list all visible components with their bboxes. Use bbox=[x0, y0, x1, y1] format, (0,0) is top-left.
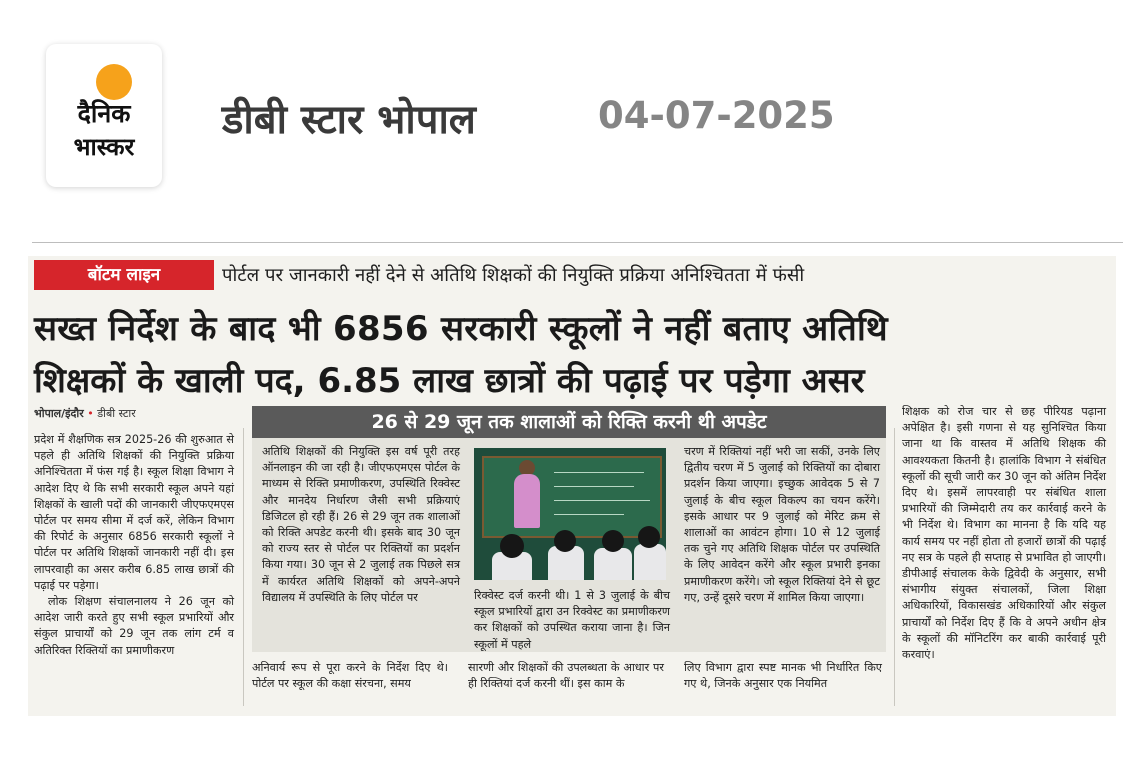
column-divider bbox=[243, 428, 244, 706]
blackboard bbox=[482, 456, 662, 538]
column-1-paragraph-1: प्रदेश में शैक्षणिक सत्र 2025-26 की शुरुआत से पहले ही अतिथि शिक्षकों की नियुक्ति प्रक्रिया अनिश्चितता में फंस गई है। स्कूल शिक्षा विभाग ने आदेश दिए थे कि सभी सरकारी स्कूल अपने यहां शिक्षकों के खाली पदों की जानकारी जीएफएमएस पोर्टल पर समय सीमा में दर्ज करें, लेकिन विभाग की रिपोर्ट के अनुसार 6856 सरकारी स्कूलों ने पोर्टल पर अतिथि शिक्षकों जानकारी नहीं दी। इस लापरवाही का असर करीब 6.85 लाख छात्रों की पढ़ाई पर पड़ेगा। bbox=[34, 433, 234, 592]
dainik-bhaskar-logo bbox=[46, 44, 162, 187]
edition-title: डीबी स्टार भोपाल bbox=[222, 97, 476, 143]
byline-source: डीबी स्टार bbox=[97, 407, 136, 420]
info-box-column-1: अतिथि शिक्षकों की नियुक्ति इस वर्ष पूरी तरह ऑनलाइन की जा रही है। जीएफएमएस पोर्टल के माध्यम से रिक्ति प्रमाणीकरण, उपस्थिति रिक्वेस्ट और मानदेय निर्धारण जैसी सभी प्रक्रियाएं डिजिटल हो रही हैं। 26 से 29 जून तक शालाओं को रिक्ति अपडेट करनी थी। इसके बाद 30 जून को राज्य स्तर से पोर्टल पर रिक्तियों का प्रदर्शन किया गया। 30 जून से 2 जुलाई तक पिछले सत्र में कार्यरत अतिथि शिक्षकों को अपने-अपने विद्यालय में उपस्थिति के लिए पोर्टल पर bbox=[262, 445, 460, 604]
logo-line-2: भास्कर bbox=[73, 133, 135, 161]
logo-line-1: दैनिक bbox=[77, 99, 131, 128]
byline bbox=[34, 406, 136, 421]
column-4-continued: लिए विभाग द्वारा स्पष्ट मानक भी निर्धारित किए गए थे, जिनके अनुसार एक नियमित bbox=[684, 661, 882, 691]
column-1 bbox=[34, 432, 234, 659]
newspaper-clipping bbox=[28, 256, 1116, 716]
info-box-column-2: रिक्वेस्ट दर्ज करनी थी। 1 से 3 जुलाई के बीच स्कूल प्रभारियों द्वारा उन रिक्वेस्ट का प्रमाणीकरण कर शिक्षकों को उपस्थित कराया जाना है। जिन स्कूलों में पहले bbox=[474, 589, 670, 651]
header-divider bbox=[32, 242, 1123, 243]
column-divider bbox=[894, 428, 895, 706]
info-box-title: 26 से 29 जून तक शालाओं को रिक्ति करनी थी अपडेट bbox=[252, 406, 886, 438]
kicker-headline: पोर्टल पर जानकारी नहीं देने से अतिथि शिक्षकों की नियुक्ति प्रक्रिया अनिश्चितता में फंसी bbox=[222, 265, 805, 286]
classroom-photo bbox=[474, 448, 666, 580]
section-tag: बॉटम लाइन bbox=[34, 260, 214, 290]
byline-city: भोपाल/इंदौर bbox=[34, 407, 84, 420]
byline-separator: • bbox=[87, 407, 94, 420]
edition-date: 04-07-2025 bbox=[598, 94, 835, 137]
column-1-paragraph-2: लोक शिक्षण संचालनालय ने 26 जून को आदेश जारी करते हुए सभी स्कूल प्रभारियों और संकुल प्राचार्यों को 29 जून तक लांग टर्म व अतिरिक्त रिक्तियों का प्रमाणीकरण bbox=[34, 595, 234, 657]
headline-line-2: शिक्षकों के खाली पद, 6.85 लाख छात्रों की पढ़ाई पर पड़ेगा असर bbox=[34, 361, 865, 401]
headline-line-1: सख्त निर्देश के बाद भी 6856 सरकारी स्कूलों ने नहीं बताए अतिथि bbox=[34, 309, 888, 349]
sun-icon bbox=[96, 64, 132, 100]
info-box-column-3: चरण में रिक्तियां नहीं भरी जा सकीं, उनके लिए द्वितीय चरण में 5 जुलाई को रिक्तियों का दोबारा प्रदर्शन किया जाएगा। इच्छुक आवेदक 5 से 7 जुलाई के बीच स्कूल विकल्प का चयन करेंगे। इसके आधार पर 9 जुलाई को मेरिट क्रम से शालाओं का आवंटन होगा। 10 से 12 जुलाई तक चुने गए अतिथि शिक्षक पोर्टल पर उपस्थिति के लिए आवेदन करेंगे और स्कूल प्रभारी इनका प्रमाणीकरण करेंगे। जो स्कूल रिक्तियां देने से छूट गए, उन्हें दूसरे चरण में शामिल किया जाएगा। bbox=[684, 445, 880, 604]
column-5: शिक्षक को रोज चार से छह पीरियड पढ़ाना अपेक्षित है। इसी गणना से यह सुनिश्चित किया जाना था कि वास्तव में अतिथि शिक्षक की आवश्यकता कितनी है। हालांकि विभाग ने संबंधित स्कूलों की सूची जारी कर 30 जून को अंतिम निर्देश दिए थे। इसमें लापरवाही पर संबंधित शाला प्रभारियों की जिम्मेदारी तय कर कार्रवाई करने के भी निर्देश थे। विभाग का मानना है कि यदि यह कार्य समय पर नहीं होता तो हजारों छात्रों की पढ़ाई नए सत्र के पहले ही सप्ताह से प्रभावित हो जाएगी। डीपीआई संचालक केके द्विवेदी के अनुसार, सभी संभागीय संयुक्त संचालकों, जिला शिक्षा अधिकारियों, विकासखंड अधिकारियों और संकुल प्राचार्यों को निर्देश दिए हैं कि वे अपने अधीन क्षेत्र के स्कूलों की मॉनिटरिंग कर बाकी कार्रवाई पूरी करवाएं। bbox=[902, 405, 1106, 662]
teacher-figure bbox=[514, 474, 540, 528]
column-2-continued: अनिवार्य रूप से पूरा करने के निर्देश दिए थे। पोर्टल पर स्कूल की कक्षा संरचना, समय bbox=[252, 661, 448, 691]
column-3-continued: सारणी और शिक्षकों की उपलब्धता के आधार पर ही रिक्तियां दर्ज करनी थीं। इस काम के bbox=[468, 661, 664, 691]
